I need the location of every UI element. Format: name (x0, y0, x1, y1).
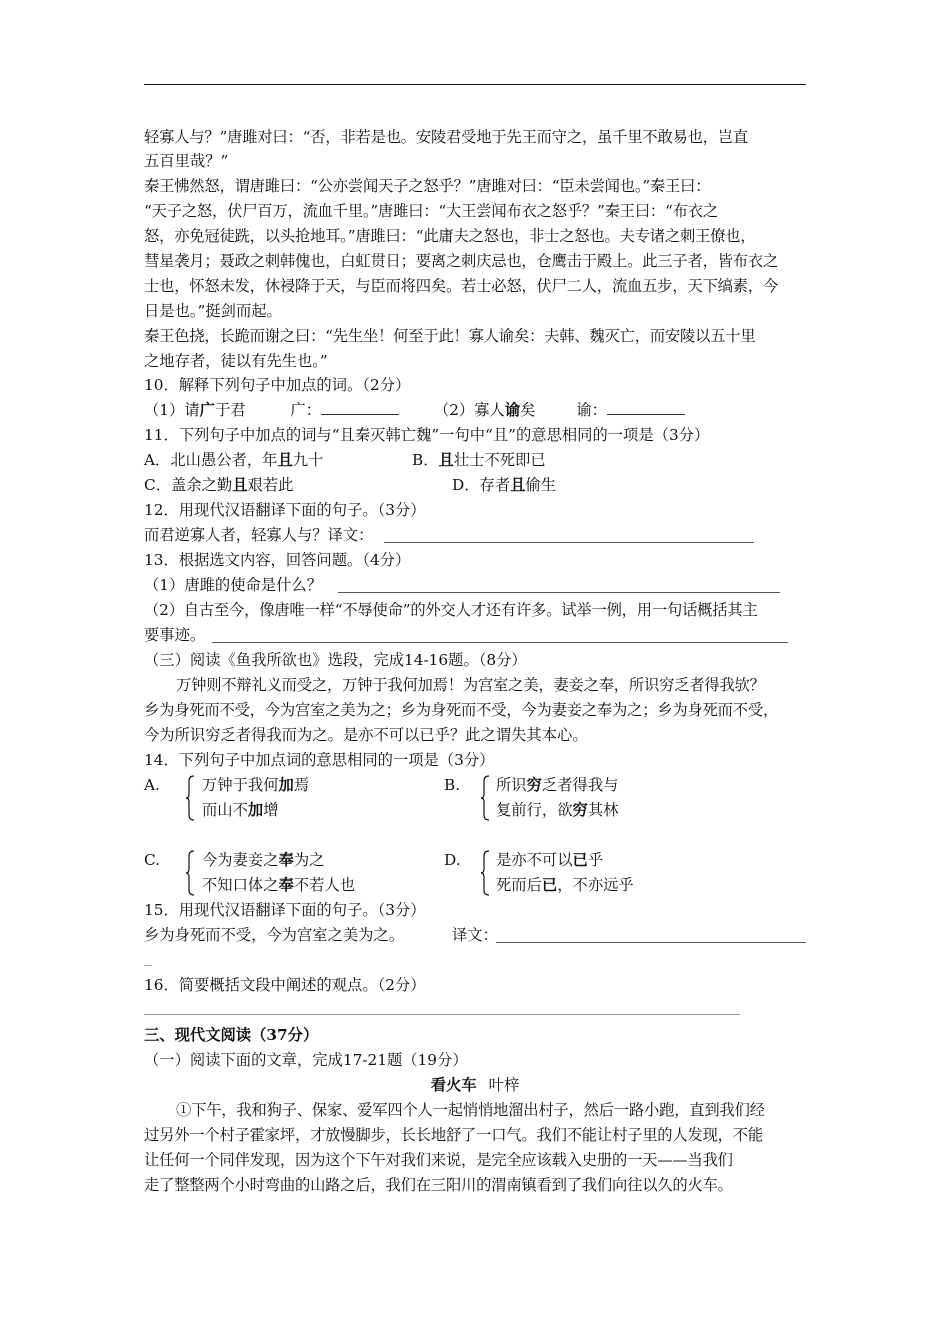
article-line: ①下午，我和狗子、保家、爱军四个人一起悄悄地溜出村子，然后一路小跑，直到我们经 (176, 1101, 765, 1119)
q14-option-c-line1: 今为妻妾之奉为之 (202, 851, 325, 869)
q11-option-a: A．北山愚公者，年且九十 (144, 451, 324, 469)
q14-option-b-line2: 复前行，欲穷其林 (496, 801, 619, 819)
q13-stem: 13．根据选文内容，回答问题。（4分） (144, 551, 411, 569)
q13-part2-line2: 要事迹。 (144, 626, 206, 644)
article-line: 让任何一个同伴发现，因为这个下午对我们来说，是完全应该载入史册的一天——当我们 (144, 1151, 733, 1169)
passage-line: 秦王怫然怒，谓唐雎曰：“公亦尝闻天子之怒乎？”唐雎对曰：“臣未尝闻也。”秦王曰： (144, 177, 711, 195)
q16-answer-line[interactable] (144, 1014, 740, 1015)
q12-answer-line[interactable] (384, 542, 754, 543)
q11-option-d: D．存者且偷生 (452, 476, 557, 494)
article-line: 走了整整两个小时弯曲的山路之后，我们在三阳川的渭南镇看到了我们向往以久的火车。 (144, 1176, 733, 1194)
section3-line: 乡为身死而不受，今为宫室之美为之；乡为身死而不受，今为妻妾之奉为之；乡为身死而不受， (144, 701, 779, 719)
q13-part1-answer-line[interactable] (338, 592, 780, 593)
q14-option-a-line2: 而山不加增 (202, 801, 279, 819)
q14-option-d-line1: 是亦不可以已乎 (496, 851, 604, 869)
header-rule (144, 84, 806, 85)
section3-line: 今为所识穷乏者得我而为之。是亦不可以已乎？此之谓失其本心。 (144, 726, 588, 744)
q10-answer-2-blank[interactable] (607, 399, 685, 415)
article-line: 过另外一个村子霍家坪，才放慢脚步，长长地舒了一口气。我们不能让村子里的人发现，不能 (144, 1126, 763, 1144)
passage-line: “天子之怒，伏尸百万，流血千里。”唐雎曰：“大王尝闻布衣之怒乎？”秦王曰：“布衣之 (144, 202, 718, 220)
q14-option-a-label: A. (144, 776, 160, 794)
q15-label: 译文： (452, 926, 498, 944)
q14-option-a-line1: 万钟于我何加焉 (202, 776, 310, 794)
q10-stem: 10．解释下列句子中加点的词。（2分） (144, 376, 411, 394)
q13-part2-line1: （2）自古至今，像唐唯一样“不辱使命”的外交人才还有许多。试举一例，用一句话概括其主 (144, 601, 758, 619)
section3-line: 万钟则不辩礼义而受之，万钟于我何加焉！为宫室之美，妻妾之奉，所识穷乏者得我欤？ (176, 676, 765, 694)
q12-stem: 12．用现代汉语翻译下面的句子。（3分） (144, 501, 426, 519)
q14-option-d-label: D. (444, 851, 461, 869)
passage-line: 怒，亦免冠徒跣，以头抢地耳。”唐雎曰：“此庸夫之怒也，非士之怒也。夫专诸之刺王僚也， (144, 227, 756, 245)
passage-line: 秦王色挠，长跪而谢之曰：“先生坐！何至于此！寡人谕矣：夫韩、魏灭亡，而安陵以五十里 (144, 327, 756, 345)
q15-sentence: 乡为身死而不受，今为宫室之美为之。 (144, 926, 405, 944)
passage-line: 之地存者，徒以有先生也。” (144, 352, 328, 370)
passage-line: 日是也。”挺剑而起。 (144, 302, 282, 320)
q10-items: （1）请广于君 广： （2）寡人谕矣 谕： (144, 399, 685, 421)
brace-icon (185, 850, 195, 896)
part3-sub: （一）阅读下面的文章，完成17-21题（19分） (144, 1051, 468, 1069)
part3-heading: 三、现代文阅读（37分） (144, 1026, 319, 1044)
brace-icon (480, 775, 490, 821)
q11-option-c: C．盖余之勤且艰若此 (144, 476, 294, 494)
q11-option-b: B．且壮士不死即已 (412, 451, 546, 469)
q15-answer-line[interactable] (496, 942, 806, 943)
q15-trail: _ (144, 948, 152, 966)
passage-line: 士也，怀怒未发，休祲降于天，与臣而将四矣。若士必怒，伏尸二人，流血五步，天下缟素，今 (144, 277, 779, 295)
q14-option-c-line2: 不知口体之奉不若人也 (202, 876, 356, 894)
q13-part2-answer-line[interactable] (212, 642, 788, 643)
q11-stem: 11．下列句子中加点的词与“且秦灭韩亡魏”一句中“且”的意思相同的一项是（3分） (144, 426, 710, 444)
q14-option-d-line2: 死而后已，不亦远乎 (496, 876, 634, 894)
q14-option-c-label: C. (144, 851, 161, 869)
q14-option-b-line1: 所识穷乏者得我与 (496, 776, 619, 794)
passage-line: 五百里哉？” (144, 152, 229, 170)
q14-option-b-label: B. (444, 776, 461, 794)
q14-stem: 14．下列句子中加点词的意思相同的一项是（3分） (144, 751, 495, 769)
passage-line: 轻寡人与？”唐雎对曰：“否，非若是也。安陵君受地于先王而守之，虽千里不敢易也，岂直 (144, 128, 749, 146)
section3-heading: （三）阅读《鱼我所欲也》选段，完成14-16题。（8分） (144, 651, 527, 669)
q13-part1: （1）唐雎的使命是什么？ (144, 576, 322, 594)
q16-stem: 16．简要概括文段中阐述的观点。（2分） (144, 976, 426, 994)
q12-sentence: 而君逆寡人者，轻寡人与？译文： (144, 526, 374, 544)
passage-line: 彗星袭月；聂政之刺韩傀也，白虹贯日；要离之刺庆忌也，仓鹰击于殿上。此三子者，皆布衣之 (144, 252, 779, 270)
brace-icon (480, 850, 490, 896)
article-title: 看火车 叶梓 (430, 1076, 520, 1094)
brace-icon (185, 775, 195, 821)
q15-stem: 15．用现代汉语翻译下面的句子。（3分） (144, 901, 426, 919)
q10-answer-1-blank[interactable] (321, 399, 399, 415)
